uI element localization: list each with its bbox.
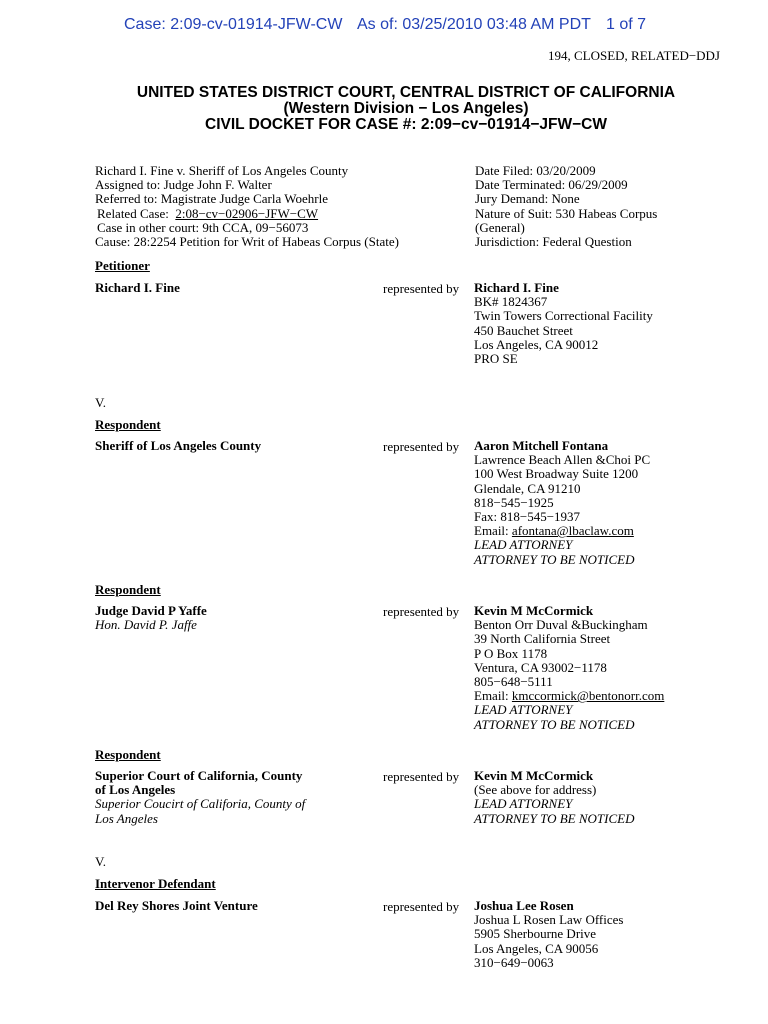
case-cause: Cause: 28:2254 Petition for Writ of Habeas Corpus (State): [95, 234, 399, 250]
docket-title: CIVIL DOCKET FOR CASE #: 2:09−cv−01914−JFW−CW: [205, 116, 607, 133]
email-label: Email:: [474, 523, 512, 539]
party-name: Del Rey Shores Joint Venture: [95, 898, 258, 913]
attorney-line: 818−545−1925: [474, 494, 554, 510]
party-block: [95, 769, 355, 826]
related-case: [95, 207, 435, 221]
assigned-judge: Assigned to: Judge John F. Walter: [95, 177, 272, 193]
attorney-line: 100 West Broadway Suite 1200: [474, 466, 639, 482]
attorney-note: LEAD ATTORNEY: [474, 796, 573, 812]
division-title: (Western Division − Los Angeles): [283, 100, 529, 117]
attorney-block: [474, 769, 734, 826]
attorney-name: Joshua Lee Rosen: [474, 898, 574, 913]
attorney-line: Ventura, CA 93002−1178: [474, 659, 607, 675]
other-court: Case in other court: 9th CCA, 09−56073: [97, 219, 309, 235]
attorney-line: 5905 Sherbourne Drive: [474, 926, 597, 942]
attorney-line: 39 North California Street: [474, 631, 611, 647]
role-intervenor-defendant: Intervenor Defendant: [95, 876, 216, 891]
attorney-line: Joshua L Rosen Law Offices: [474, 912, 624, 928]
related-case-link[interactable]: 2:08−cv−02906−JFW−CW: [175, 205, 319, 221]
attorney-block: [474, 439, 734, 567]
attorney-email-row: [474, 524, 734, 538]
attorney-block: [474, 899, 734, 970]
attorney-note: ATTORNEY TO BE NOTICED: [474, 551, 635, 567]
case-info-left: [95, 164, 435, 249]
date-terminated: Date Terminated: 06/29/2009: [475, 177, 628, 193]
attorney-note: ATTORNEY TO BE NOTICED: [474, 810, 635, 826]
role-petitioner: Petitioner: [95, 258, 150, 273]
attorney-line: Fax: 818−545−1937: [474, 509, 581, 525]
attorney-line: Glendale, CA 91210: [474, 480, 581, 496]
nature-of-suit: Nature of Suit: 530 Habeas Corpus: [475, 205, 658, 221]
case-flags: 194, CLOSED, RELATED−DDJ: [548, 48, 720, 63]
party-name: Sheriff of Los Angeles County: [95, 438, 262, 453]
attorney-note: LEAD ATTORNEY: [474, 537, 573, 553]
party-alias: Hon. David P. Jaffe: [95, 617, 197, 632]
represented-by-label: represented by: [383, 281, 460, 296]
role-respondent: Respondent: [95, 417, 161, 432]
email-label: Email:: [474, 688, 512, 704]
role-respondent: Respondent: [95, 582, 161, 597]
attorney-name: Richard I. Fine: [474, 280, 559, 295]
versus-marker: V.: [95, 854, 106, 869]
attorney-email-link[interactable]: afontana@lbaclaw.com: [511, 523, 634, 539]
attorney-line: Los Angeles, CA 90012: [474, 336, 599, 352]
party-name-cont: of Los Angeles: [95, 782, 176, 798]
as-of-timestamp: As of: 03/25/2010 03:48 AM PDT: [357, 16, 591, 33]
attorney-block: [474, 604, 734, 732]
attorney-line: Los Angeles, CA 90056: [474, 940, 599, 956]
versus-marker: V.: [95, 395, 106, 410]
attorney-line: Benton Orr Duval &Buckingham: [474, 617, 648, 633]
represented-by-label: represented by: [383, 899, 460, 914]
attorney-line: 310−649−0063: [474, 954, 554, 970]
attorney-line: Lawrence Beach Allen &Choi PC: [474, 452, 651, 468]
attorney-line: BK# 1824367: [474, 294, 548, 310]
attorney-line: PRO SE: [474, 351, 518, 367]
attorney-line: P O Box 1178: [474, 645, 548, 661]
referred-judge: Referred to: Magistrate Judge Carla Woehrle: [95, 191, 328, 207]
related-case-label: Related Case:: [97, 205, 169, 221]
attorney-line: 805−648−5111: [474, 674, 553, 690]
party-name: Richard I. Fine: [95, 280, 180, 295]
nature-of-suit-cont: (General): [475, 219, 525, 235]
attorney-name: Aaron Mitchell Fontana: [474, 438, 609, 453]
jury-demand: Jury Demand: None: [475, 191, 580, 207]
court-title: UNITED STATES DISTRICT COURT, CENTRAL DISTRICT OF CALIFORNIA: [136, 84, 676, 101]
party-name: Superior Court of California, County: [95, 768, 303, 783]
attorney-line: 450 Bauchet Street: [474, 322, 573, 338]
attorney-note: LEAD ATTORNEY: [474, 702, 573, 718]
attorney-note: ATTORNEY TO BE NOTICED: [474, 716, 635, 732]
party-name: Judge David P Yaffe: [95, 603, 207, 618]
party-alias: Superior Coucirt of Califoria, County of: [95, 796, 306, 812]
attorney-block: [474, 281, 734, 366]
page-count: 1 of 7: [606, 16, 647, 33]
represented-by-label: represented by: [383, 604, 460, 619]
attorney-name: Kevin M McCormick: [474, 603, 594, 618]
attorney-name: Kevin M McCormick: [474, 768, 594, 783]
case-info-right: [475, 164, 715, 249]
party-alias-cont: Los Angeles: [95, 810, 158, 826]
case-caption: Richard I. Fine v. Sheriff of Los Angeles County: [95, 163, 349, 178]
role-respondent: Respondent: [95, 747, 161, 762]
case-number: Case: 2:09-cv-01914-JFW-CW: [124, 16, 343, 33]
date-filed: Date Filed: 03/20/2009: [475, 163, 596, 178]
represented-by-label: represented by: [383, 439, 460, 454]
attorney-line: (See above for address): [474, 782, 597, 798]
jurisdiction: Jurisdiction: Federal Question: [475, 234, 632, 250]
attorney-line: Twin Towers Correctional Facility: [474, 308, 653, 324]
represented-by-label: represented by: [383, 769, 460, 784]
attorney-email-row: [474, 689, 734, 703]
attorney-email-link[interactable]: kmccormick@bentonorr.com: [511, 688, 665, 704]
